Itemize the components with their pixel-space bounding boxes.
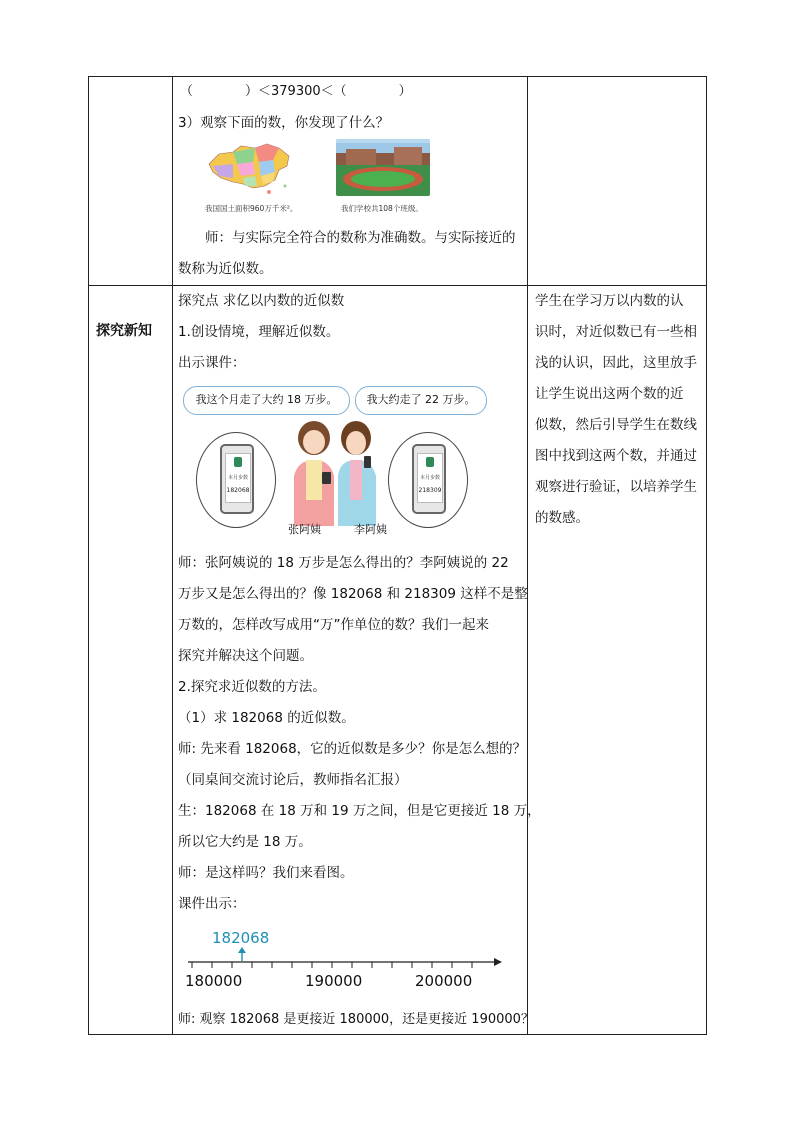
- section-label: 探究新知: [96, 323, 152, 339]
- tick-label-180000: 180000: [185, 972, 243, 990]
- speech-bubble-left: 我这个月走了大约 18 万步。: [183, 386, 350, 415]
- china-map-image: [203, 140, 297, 196]
- tick-label-190000: 190000: [305, 972, 363, 990]
- line-step-1: 1.创设情境，理解近似数。: [178, 324, 340, 340]
- line-teacher-q1: 师：张阿姨说的 18 万步是怎么得出的？李阿姨说的 22: [178, 555, 509, 571]
- name-li: 李阿姨: [354, 523, 387, 536]
- note-line-5: 似数，然后引导学生在数线: [535, 417, 697, 433]
- question-3: 3）观察下面的数，你发现了什么？: [178, 115, 390, 131]
- note-line-4: 让学生说出这两个数的近: [535, 386, 684, 402]
- teacher-remark-1a: 师：与实际完全符合的数称为准确数。与实际接近的: [178, 230, 516, 246]
- note-line-2: 识时，对近似数已有一些相: [535, 324, 697, 340]
- walker-icon: [426, 457, 434, 467]
- compare-line: （ ）＜379300＜（ ）: [180, 84, 412, 99]
- line-show-slide: 出示课件：: [178, 355, 246, 371]
- note-line-6: 图中找到这两个数，并通过: [535, 448, 697, 464]
- map-caption: 我国国土面积960万千米²。: [205, 204, 298, 213]
- line-subtask-1: （1）求 182068 的近似数。: [178, 710, 355, 726]
- line-discussion: （同桌间交流讨论后，教师指名汇报）: [178, 772, 408, 788]
- phone-right-label: 本月步数: [419, 475, 440, 481]
- note-line-1: 学生在学习万以内数的认: [535, 293, 684, 309]
- line-teacher-q5: 师: 先来看 182068，它的近似数是多少？你是怎么想的？: [178, 741, 527, 757]
- line-teacher-q7: 师: 观察 182068 是更接近 180000，还是更接近 190000？: [178, 1012, 534, 1027]
- two-women-figure: [280, 416, 390, 526]
- walker-icon: [234, 457, 242, 467]
- phone-left-label: 本月步数: [227, 475, 248, 481]
- line-step-2: 2.探究求近似数的方法。: [178, 679, 326, 695]
- phone-left: [220, 444, 254, 514]
- phone-right: [412, 444, 446, 514]
- school-caption: 我们学校共108个班级。: [341, 204, 423, 213]
- speech-bubble-right: 我大约走了 22 万步。: [355, 386, 487, 415]
- phone-right-value: 218309: [418, 487, 442, 494]
- table-border-left: [88, 76, 89, 1035]
- number-line: [178, 922, 508, 1002]
- line-student-2: 所以它大约是 18 万。: [178, 834, 312, 850]
- tick-label-200000: 200000: [415, 972, 473, 990]
- note-line-3: 浅的认识，因此，这里放手: [535, 355, 697, 371]
- school-photo: [336, 139, 430, 196]
- line-teacher-q4: 探究并解决这个问题。: [178, 648, 313, 664]
- table-col-divider-1: [172, 76, 173, 1035]
- name-zhang: 张阿姨: [288, 523, 321, 536]
- line-teacher-q6: 师：是这样吗？我们来看图。: [178, 865, 354, 881]
- number-line-point-label: 182068: [212, 929, 270, 947]
- walking-steps-illustration: [178, 382, 498, 540]
- line-topic: 探究点 求亿以内数的近似数: [178, 293, 345, 309]
- phone-left-value: 182068: [226, 487, 250, 494]
- line-student-1: 生：182068 在 18 万和 19 万之间，但是它更接近 18 万，: [178, 803, 541, 819]
- line-teacher-q3: 万数的，怎样改写成用“万”作单位的数？我们一起来: [178, 617, 489, 633]
- note-line-7: 观察进行验证，以培养学生: [535, 479, 697, 495]
- line-slide-2: 课件出示：: [178, 896, 246, 912]
- table-col-divider-2: [527, 76, 528, 1035]
- table-border-right: [706, 76, 707, 1035]
- note-line-8: 的数感。: [535, 510, 589, 526]
- teacher-remark-1b: 数称为近似数。: [178, 261, 273, 277]
- line-teacher-q2: 万步又是怎么得出的？像 182068 和 218309 这样不是整: [178, 586, 528, 602]
